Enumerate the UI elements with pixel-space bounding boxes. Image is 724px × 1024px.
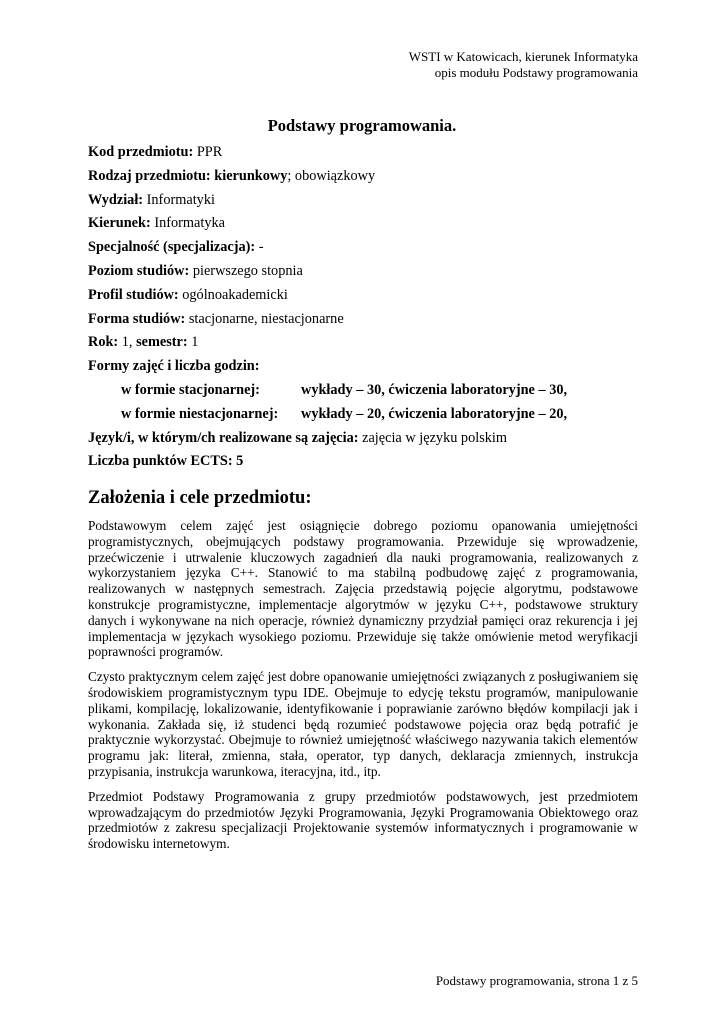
field-poziom-label: Poziom studiów: — [88, 262, 190, 279]
field-forma-value: stacjonarne, niestacjonarne — [185, 310, 344, 327]
field-semestr-value: 1 — [187, 334, 199, 351]
field-ects-label: Liczba punktów ECTS: 5 — [88, 453, 244, 470]
field-jezyk-value: zajęcia w języku polskim — [358, 429, 508, 446]
field-wydzial — [88, 189, 648, 213]
field-profil — [88, 284, 648, 308]
field-rok-value: 1, — [118, 334, 137, 351]
field-rodzaj-value-bold: kierunkowy — [210, 167, 288, 184]
field-stacjonarne-label: w formie stacjonarnej: — [121, 381, 260, 398]
field-niestacjonarne-cwiczenia: ćwiczenia laboratoryjne – 20, — [388, 405, 568, 422]
field-rodzaj-value: ; obowiązkowy — [287, 167, 376, 184]
field-stacjonarne — [88, 379, 648, 403]
field-niestacjonarne-wyklady: wykłady – 20, — [301, 405, 389, 422]
section-body — [88, 518, 638, 861]
field-profil-label: Profil studiów: — [88, 286, 179, 303]
field-stacjonarne-cwiczenia: ćwiczenia laboratoryjne – 30, — [388, 381, 568, 398]
field-jezyk-label: Język/i, w którym/ch realizowane są zajęcia: — [88, 429, 359, 446]
field-wydzial-value: Informatyki — [143, 191, 215, 208]
paragraph-3: Przedmiot Podstawy Programowania z grupy przedmiotów podstawowych, jest przedmiotem wprowadzającym do przedmiotów Języki Programowania, Języki Programowania Obiektowego oraz przedmiotów z zakresu specjalizacji Projektowanie systemów informatycznych i programowanie w środowisku internetowym. — [88, 788, 638, 852]
field-kierunek-value: Informatyka — [150, 215, 225, 232]
field-niestacjonarne-label: w formie niestacjonarnej: — [121, 405, 279, 422]
paragraph-1: Podstawowym celem zajęć jest osiągnięcie dobrego poziomu opanowania umiejętności programistycznych, obejmujących podstawy programowania. Przewiduje się wprowadzenie, przećwiczenie i utrwalenie kluczowych zagadnień dla nauki programowania, realizowanych z wykorzystaniem języka C++. Stanowić to ma stabilną podbudowę zajęć z programowania, realizowanych w następnych semestrach. Zajęcia przedstawią pojęcie algorytmu, podstawowe konstrukcje programistyczne, implementacje algorytmów w języku C++, podstawowe struktury danych i wykonywane na nich operacje, również dynamiczny przydział pamięci oraz rekurencja i jej implementacja w językach wysokiego poziomu. Przewiduje się także omówienie metod weryfikacji poprawności programów. — [88, 518, 638, 660]
field-kod-value: PPR — [193, 144, 223, 160]
header-line-1: WSTI w Katowicach, kierunek Informatyka — [408, 49, 638, 64]
field-specjalnosc — [88, 236, 648, 260]
section-title: Założenia i cele przedmiotu: — [88, 488, 312, 508]
field-ects — [88, 450, 648, 474]
field-kod — [88, 141, 648, 165]
field-wydzial-label: Wydział: — [88, 191, 144, 208]
field-kierunek — [88, 212, 648, 236]
field-profil-value: ogólnoakademicki — [178, 286, 288, 303]
field-rodzaj — [88, 165, 648, 189]
field-niestacjonarne — [88, 403, 648, 427]
field-kierunek-label: Kierunek: — [88, 215, 151, 232]
field-forma-label: Forma studiów: — [88, 310, 186, 327]
course-fields — [88, 141, 648, 474]
page-footer: Podstawy programowania, strona 1 z 5 — [435, 973, 638, 988]
field-specjalnosc-label: Specjalność (specjalizacja): — [88, 239, 256, 256]
field-jezyk — [88, 427, 648, 451]
header-line-2: opis modułu Podstawy programowania — [434, 65, 638, 80]
field-specjalnosc-value: - — [255, 239, 264, 256]
field-formy-zajec-label: Formy zajęć i liczba godzin: — [88, 358, 260, 375]
field-rok-label: Rok: — [88, 334, 119, 351]
field-semestr-label: semestr: — [136, 334, 188, 351]
field-rok — [88, 331, 648, 355]
field-poziom — [88, 260, 648, 284]
field-poziom-value: pierwszego stopnia — [189, 262, 303, 279]
paragraph-2: Czysto praktycznym celem zajęć jest dobre opanowanie umiejętności związanych z posługiwaniem się środowiskiem programistycznym typu IDE. Obejmuje to edycję tekstu programów, manipulowanie plikami, kompilację, lokalizowanie, identyfikowanie i poprawianie zarówno błędów kompilacji jak i wykonania. Zakłada się, iż studenci będą rozumieć podstawowe pojęcia oraz będą potrafić je praktycznie wykorzystać. Obejmuje to również umiejętność właściwego nazywania takich elementów programu jak: literał, zmienna, stała, operator, typ danych, deklaracja zmiennych, instrukcja przypisania, instrukcja warunkowa, iteracyjna, itd., itp. — [88, 669, 638, 779]
document-title: Podstawy programowania. — [267, 116, 457, 135]
field-stacjonarne-wyklady: wykłady – 30, — [301, 381, 389, 398]
field-forma — [88, 308, 648, 332]
field-formy-zajec — [88, 355, 648, 379]
page-header — [409, 49, 638, 81]
field-kod-label: Kod przedmiotu: — [88, 144, 194, 160]
field-rodzaj-label: Rodzaj przedmiotu: — [88, 167, 211, 184]
